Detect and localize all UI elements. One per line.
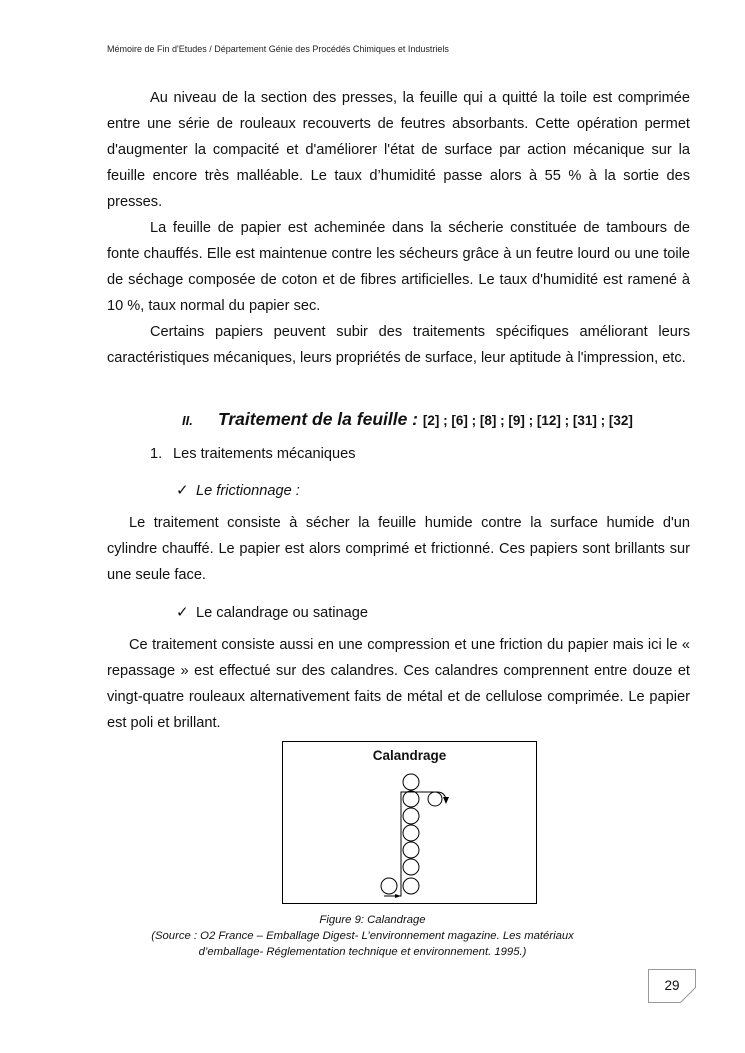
page-number-box xyxy=(648,969,696,1003)
subsection-title: Les traitements mécaniques xyxy=(173,446,356,462)
figure-source-line-1: (Source : O2 France – Emballage Digest- L’environnement magazine. Les matériaux xyxy=(151,930,574,942)
checkmark-icon: ✓ xyxy=(176,604,189,621)
section-references: [2] ; [6] ; [8] ; [9] ; [12] ; [31] ; [32] xyxy=(422,413,633,428)
item-calandrage xyxy=(176,603,368,621)
calandrage-diagram xyxy=(283,742,538,905)
page-number: 29 xyxy=(664,978,680,993)
subsection-number: 1. xyxy=(150,446,163,462)
item-calandrage-label: Le calandrage ou satinage xyxy=(196,605,369,621)
paper-path xyxy=(384,792,446,896)
checkmark-icon: ✓ xyxy=(176,482,189,499)
paragraph-secherie: La feuille de papier est acheminée dans la sécherie constituée de tambours de fonte chauffés. Elle est maintenue contre les sécheurs grâce à un feutre lourd ou une toile de séchage composée de coton et de fibres artificielles. Le taux d'humidité est ramené à 10 %, taux normal du papier sec. xyxy=(107,220,690,314)
paragraph-presses: Au niveau de la section des presses, la feuille qui a quitté la toile est comprimée entre une série de rouleaux recouverts de feutres absorbants. Cette opération permet d'augmenter la compacité et d'améliorer l'état de surface par action mécanique sur la feuille encore très malléable. Le taux d’humidité passe alors à 55 % à la sortie des presses. xyxy=(107,90,690,210)
roller xyxy=(403,842,419,858)
roller xyxy=(403,774,419,790)
section-heading xyxy=(182,409,633,430)
item-frictionnage xyxy=(176,481,300,499)
figure-caption: Figure 9: Calandrage xyxy=(319,914,426,926)
calandrage-figure xyxy=(282,741,537,904)
subsection-heading xyxy=(150,446,356,462)
figure-title: Calandrage xyxy=(372,748,447,763)
figure-source-line-2: d’emballage- Réglementation technique et environnement. 1995.) xyxy=(198,946,527,958)
section-title: Traitement de la feuille : xyxy=(218,409,423,429)
item-frictionnage-label: Le frictionnage : xyxy=(196,483,300,499)
roller xyxy=(403,859,419,875)
roller xyxy=(428,792,442,806)
roller xyxy=(403,791,419,807)
arrow-head-icon xyxy=(443,797,449,804)
roller xyxy=(403,808,419,824)
roller xyxy=(381,878,397,894)
section-number: II. xyxy=(182,413,193,428)
paragraph-frictionnage: Le traitement consiste à sécher la feuille humide contre la surface humide d'un cylindre chauffé. Le papier est alors comprimé et frictionné. Ces papiers sont brillants sur une seule face. xyxy=(107,515,690,583)
arrow-head-icon xyxy=(395,894,401,898)
paragraph-traitements: Certains papiers peuvent subir des traitements spécifiques améliorant leurs caractéristiques mécaniques, leurs propriétés de surface, leur aptitude à l'impression, etc. xyxy=(107,324,690,366)
page-curl-icon xyxy=(680,987,696,1003)
roller xyxy=(403,825,419,841)
page-header: Mémoire de Fin d'Etudes / Département Génie des Procédés Chimiques et Industriels xyxy=(107,44,449,54)
roller xyxy=(403,878,419,894)
paragraph-calandrage: Ce traitement consiste aussi en une compression et une friction du papier mais ici le « repassage » est effectué sur des calandres. Ces calandres comprennent entre douze et vingt-quatre rouleaux alternativement faits de métal et de cellulose comprimée. Le papier est poli et brillant. xyxy=(107,637,690,731)
